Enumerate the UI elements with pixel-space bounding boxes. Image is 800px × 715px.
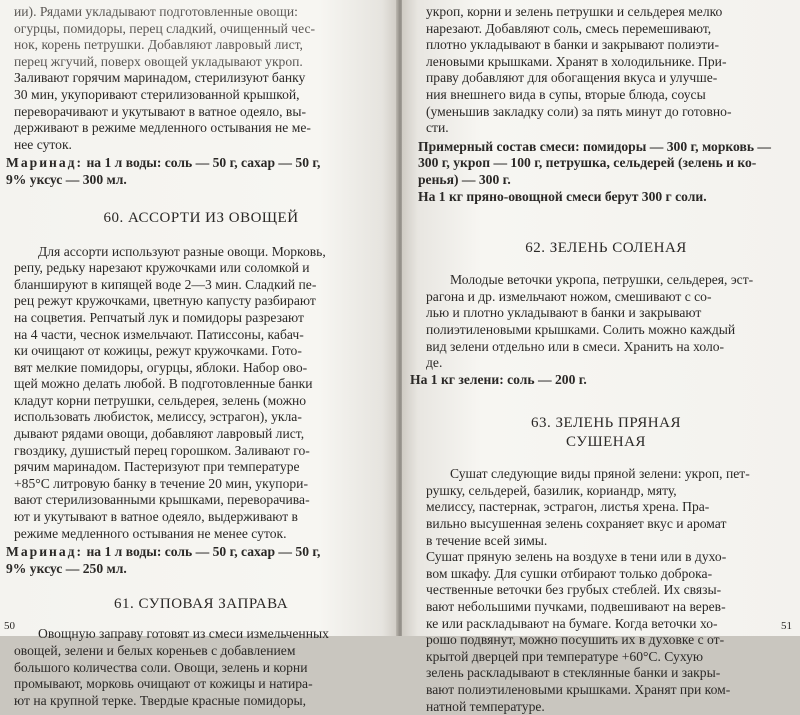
text-line: (уменьшив закладку соли) за пять минут до готовно- [426,103,732,119]
text-line: промывают, морковь очищают от кожицы и натира- [14,676,313,692]
text-line: ренья) — 300 г. [418,171,511,187]
left-column [6,4,388,709]
text-line: Сушат следующие виды пряной зелени: укроп, пет- [450,466,750,482]
marinade-spec-2 [6,544,388,577]
left-page [0,0,398,708]
assorti-text [14,244,388,543]
marinade-spec-1 [6,155,388,188]
solenaya-text [426,272,786,372]
supovaya-text [14,626,388,709]
text-line: вят мелкие помидоры, огурцы, яблоки. Набор ово- [14,359,308,375]
text-line: в течение всей зимы. [426,532,548,548]
continued-recipe-text [14,4,388,153]
text-line: укроп, корни и зелень петрушки и сельдерея мелко [426,4,723,19]
text-line: мелиссу, пастернак, эстрагон, листья хрена. Пра- [426,499,710,515]
pryanaya-text [426,466,786,549]
text-line: на 1 л воды: соль — 50 г, сахар — 50 г, [83,155,321,171]
text-line: ки очищают от кожицы, режут кружочками. Гото- [14,343,302,359]
text-line: рячим маринадом. Пастеризуют при температуре [14,459,300,475]
text-line: де. [426,355,443,371]
text-line: рагона и др. измельчают ножом, смешивают с со- [426,288,712,304]
text-line: ии). Рядами укладывают подготовленные овощи: [14,4,298,19]
continued-supovaya-text [426,4,786,137]
text-line: Заливают горячим маринадом, стерилизуют банку [14,70,306,86]
right-column [410,4,786,715]
marinade-label: Маринад: [6,544,84,560]
text-line: Для ассорти используют разные овощи. Морковь, [38,243,326,259]
text-line: Примерный состав смеси: помидоры — 300 г, морковь — [418,138,772,154]
text-line: щей можно делать любой. В подготовленные банки [14,376,313,392]
text-line: Овощную заправу готовят из смеси измельченных [38,626,329,642]
text-line: дывают рядами овощи, добавляют лавровый лист, [14,426,305,442]
page-number-left: 50 [4,620,15,632]
right-page [402,0,800,714]
text-line: натной температуре. [426,698,545,714]
text-line: на 4 части, чеснок измельчают. Патиссоны, кабач- [14,326,304,342]
text-line: на 1 л воды: соль — 50 г, сахар — 50 г, [83,544,321,560]
text-line: бланшируют в кипящей воде 2—3 мин. Сладкий пе- [14,276,317,292]
text-line: 30 мин, укупоривают стерилизованной крышкой, [14,86,300,102]
text-line: вид зелени отдельно или в смеси. Хранить на холо- [426,338,725,354]
text-line: плотно укладывают в банки и закрывают полиэти- [426,37,719,53]
mix-composition [418,139,786,205]
text-line: зелень раскладывают в стеклянные банки и закры- [426,665,721,681]
recipe-heading-63: 63. ЗЕЛЕНЬ ПРЯНАЯ [531,415,681,432]
marinade-label: Маринад: [6,155,84,171]
text-line: держивают в режиме медленного остывания не ме- [14,120,311,136]
text-line: переворачивают и укутывают в ватное одеяло, вы- [14,103,306,119]
text-line: вают полиэтиленовыми крышками. Хранят при ком- [426,682,731,697]
text-line: перец жгучий, поверх овощей укладывают укроп. [14,53,303,69]
text-line: Молодые веточки укропа, петрушки, сельдерея, эст- [450,272,754,288]
text-line: вают стерилизованными крышками, переворачива- [14,492,310,508]
recipe-heading-61: 61. СУПОВАЯ ЗАПРАВА [113,596,289,613]
text-line: лью и плотно укладывают в банки и закрывают [426,305,702,321]
text-line: крытой дверцей при температуре +60°C. Сухую [426,648,704,664]
text-line: праву добавляют для обогащения вкуса и улучше- [426,70,718,86]
text-line: ют и укутывают в ватное одеяло, выдерживают в [14,509,298,525]
text-line: леновыми крышками. Хранят в холодильнике. При- [426,53,727,69]
text-line: нее суток. [14,136,72,152]
greens-salt-ratio: На 1 кг зелени: соль — 200 г. [410,371,587,387]
text-line: 300 г, укроп — 100 г, петрушка, сельдерей (зелень и ко- [418,155,757,171]
text-line: ния внешнего вида в супы, вторые блюда, соусы [426,86,706,102]
text-line: Сушат пряную зелень на воздухе в тени или в духо- [426,549,727,565]
text-line: использовать любисток, мелиссу, эстрагон), укла- [14,409,302,425]
text-line: нарезают. Добавляют соль, смесь перемешивают, [426,20,712,36]
salt-ratio: На 1 кг пряно-овощной смеси берут 300 г соли. [418,188,707,204]
recipe-heading-60: 60. АССОРТИ ИЗ ОВОЩЕЙ [103,209,299,226]
text-line: сти. [426,120,449,136]
text-line: +85°C литровую банку в течение 20 мин, укупори- [14,475,308,491]
text-line: вильно высушенная зелень сохраняет вкус и аромат [426,516,727,532]
text-line: огурцы, помидоры, перец сладкий, очищенный чес- [14,20,316,36]
text-line: 9% уксус — 250 мл. [6,560,127,576]
text-line: ют на крупной терке. Твердые красные помидоры, [14,692,307,708]
text-line: рец режут кружочками, цветную капусту разбирают [14,293,316,309]
text-line: большого количества соли. Овощи, зелень и корни [14,659,308,675]
text-line: режиме медленного остывания не менее суток. [14,525,287,541]
recipe-heading-63-subtitle: СУШЕНАЯ [566,434,646,451]
page-number-right: 51 [781,620,792,632]
text-line: на соцветия. Репчатый лук и помидоры разрезают [14,309,304,325]
drying-text [426,549,786,715]
recipe-heading-62: 62. ЗЕЛЕНЬ СОЛЕНАЯ [525,240,687,257]
text-line: вают небольшими пучками, подвешивают на верев- [426,599,726,615]
text-line: ке или раскладывают на бумаге. Когда веточки хо- [426,615,718,631]
text-line: 9% уксус — 300 мл. [6,171,127,187]
text-line: репу, редьку нарезают кружочками или соломкой и [14,260,310,276]
text-line: нок, корень петрушки. Добавляют лавровый лист, [14,37,303,53]
text-line: овощей, зелени и белых кореньев с добавлением [14,643,296,658]
text-line: гвоздику, душистый перец горошком. Заливают го- [14,442,310,458]
text-line: кладут корни петрушки, сельдерея, зелень (можно [14,392,307,408]
text-line: чественные веточки без грубых стеблей. Их связы- [426,582,722,598]
text-line: рушку, сельдерей, базилик, кориандр, мяту, [426,482,677,498]
text-line: полиэтиленовыми крышками. Солить можно каждый [426,321,736,337]
text-line: вом шкафу. Для сушки отбирают только доброка- [426,565,713,581]
text-line: рошо подвянут, можно посушить их в духовке с от- [426,632,725,648]
